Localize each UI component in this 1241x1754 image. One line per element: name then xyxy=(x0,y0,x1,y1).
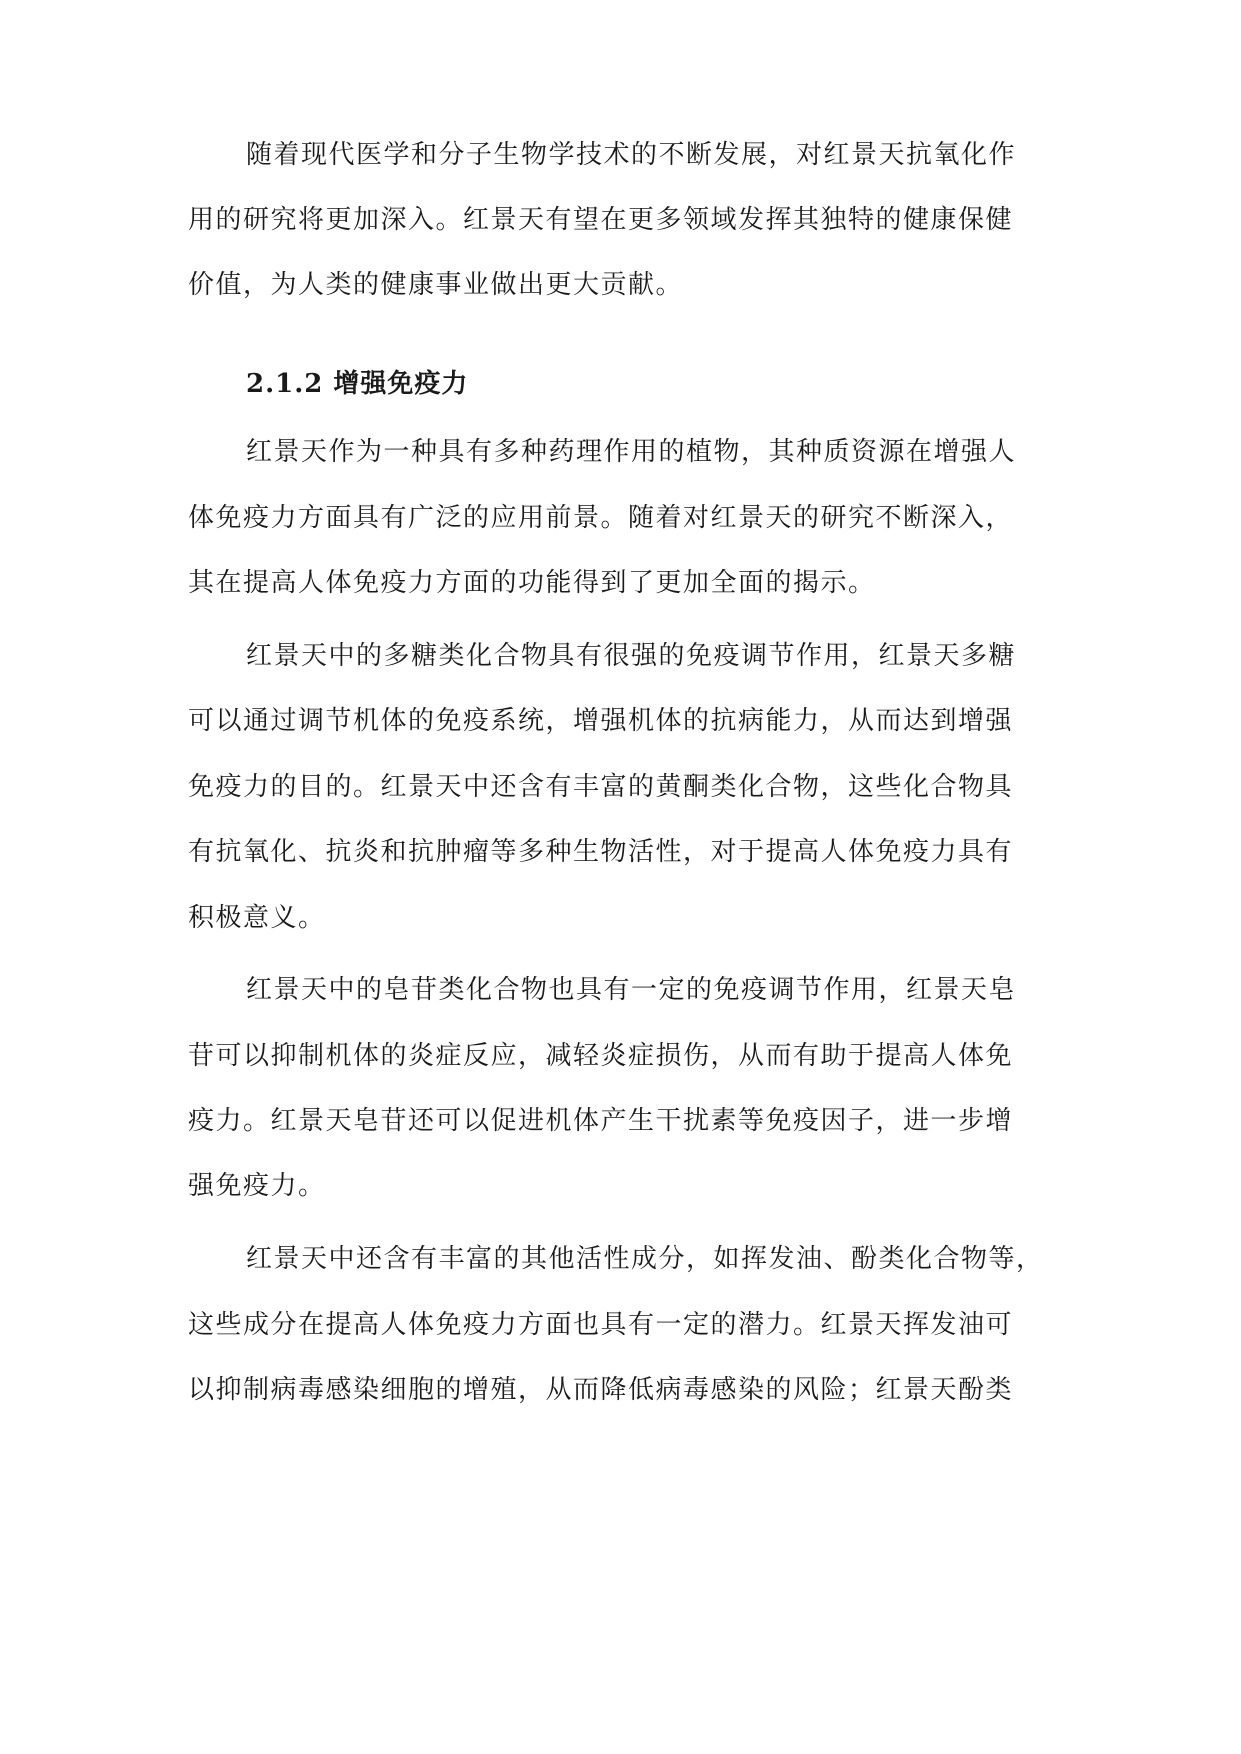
paragraph-2-line-1: 红景天作为一种具有多种药理作用的植物，其种质资源在增强人 xyxy=(246,437,1017,467)
paragraph-4-line-2: 苷可以抑制机体的炎症反应，减轻炎症损伤，从而有助于提高人体免 xyxy=(188,1041,1014,1071)
paragraph-5-line-1: 红景天中还含有丰富的其他活性成分，如挥发油、酚类化合物等， xyxy=(246,1244,1044,1274)
paragraph-5-line-3: 以抑制病毒感染细胞的增殖，从而降低病毒感染的风险；红景天酚类 xyxy=(188,1375,1014,1405)
section-heading: 2.1.2 增强免疫力 xyxy=(246,369,469,399)
paragraph-3-line-4: 有抗氧化、抗炎和抗肿瘤等多种生物活性，对于提高人体免疫力具有 xyxy=(188,837,1014,867)
paragraph-5-line-2: 这些成分在提高人体免疫力方面也具有一定的潜力。红景天挥发油可 xyxy=(188,1310,1014,1340)
paragraph-1-line-3: 价值，为人类的健康事业做出更大贡献。 xyxy=(188,270,684,300)
paragraph-1-line-2: 用的研究将更加深入。红景天有望在更多领域发挥其独特的健康保健 xyxy=(188,205,1014,235)
paragraph-4-line-1: 红景天中的皂苷类化合物也具有一定的免疫调节作用，红景天皂 xyxy=(246,975,1017,1005)
paragraph-1-line-1: 随着现代医学和分子生物学技术的不断发展，对红景天抗氧化作 xyxy=(246,140,1017,170)
paragraph-4-line-3: 疫力。红景天皂苷还可以促进机体产生干扰素等免疫因子，进一步增 xyxy=(188,1106,1014,1136)
paragraph-3-line-1: 红景天中的多糖类化合物具有很强的免疫调节作用，红景天多糖 xyxy=(246,641,1017,671)
paragraph-2-line-3: 其在提高人体免疫力方面的功能得到了更加全面的揭示。 xyxy=(188,568,876,598)
paragraph-4-line-4: 强免疫力。 xyxy=(188,1171,326,1201)
paragraph-2-line-2: 体免疫力方面具有广泛的应用前景。随着对红景天的研究不断深入， xyxy=(188,503,1014,533)
paragraph-3-line-5: 积极意义。 xyxy=(188,903,326,933)
paragraph-3-line-3: 免疫力的目的。红景天中还含有丰富的黄酮类化合物，这些化合物具 xyxy=(188,772,1014,802)
paragraph-3-line-2: 可以通过调节机体的免疫系统，增强机体的抗病能力，从而达到增强 xyxy=(188,706,1014,736)
